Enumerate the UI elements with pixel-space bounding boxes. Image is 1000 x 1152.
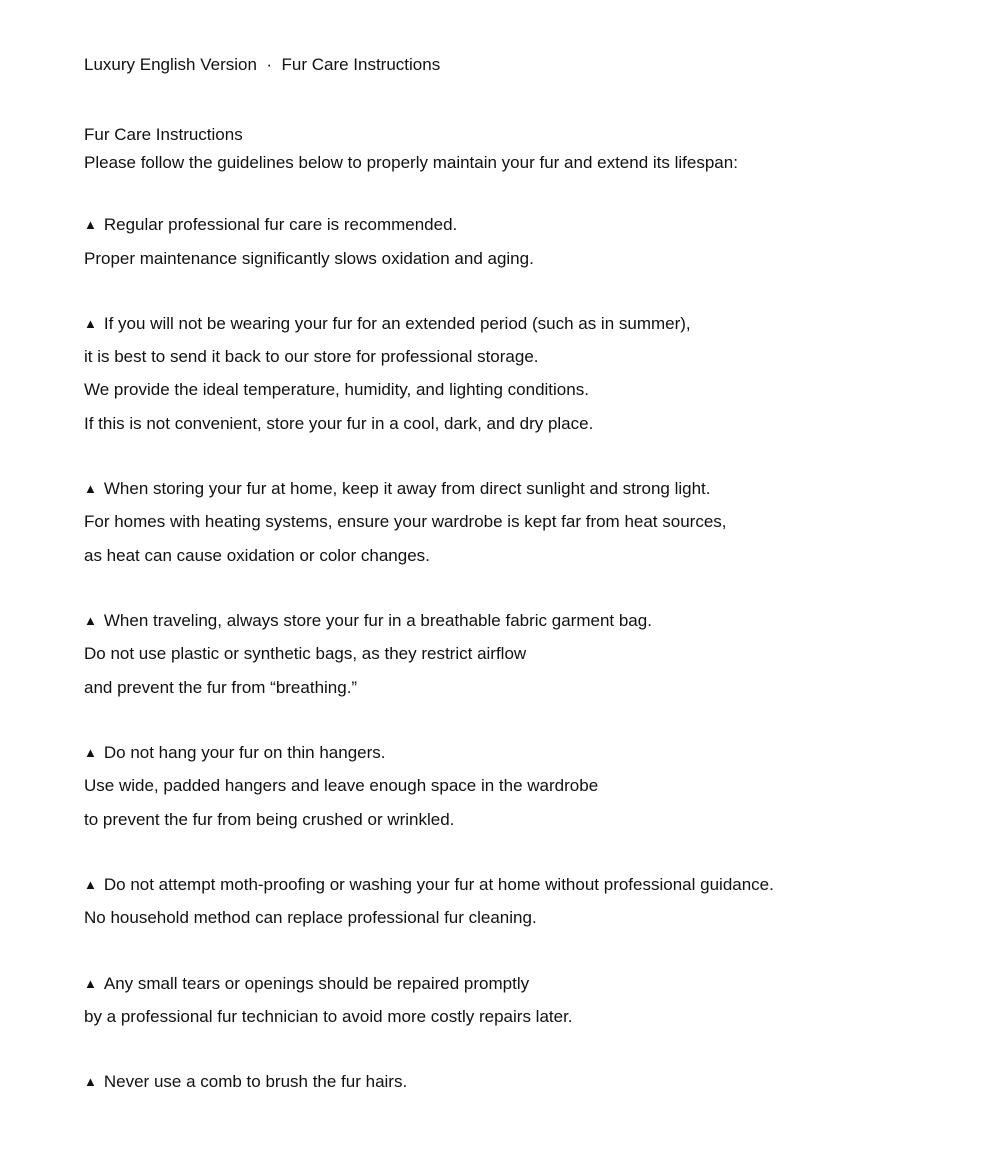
care-instruction-primary-line xyxy=(84,472,916,505)
care-instruction-text: Do not use plastic or synthetic bags, as they restrict airflow xyxy=(84,644,527,664)
care-instruction-text: Never use a comb to brush the fur hairs. xyxy=(103,1072,408,1092)
triangle-bullet-icon: ▲ xyxy=(84,1074,97,1090)
care-instruction-text: to prevent the fur from being crushed or wrinkled. xyxy=(84,809,455,829)
care-instruction-detail-line xyxy=(84,1000,916,1033)
care-instruction-detail-line xyxy=(84,769,916,802)
care-instruction-text: it is best to send it back to our store for professional storage. xyxy=(84,347,539,367)
care-instruction-detail-line xyxy=(84,407,916,440)
care-instruction-primary-line xyxy=(84,208,916,241)
care-instruction-text: Do not attempt moth-proofing or washing your fur at home without professional guidance. xyxy=(103,874,774,894)
care-instruction-text: For homes with heating systems, ensure your wardrobe is kept far from heat sources, xyxy=(84,512,727,532)
care-instruction-item xyxy=(84,868,916,935)
care-instruction-text: Proper maintenance significantly slows oxidation and aging. xyxy=(84,248,534,268)
care-instruction-text: by a professional fur technician to avoid more costly repairs later. xyxy=(84,1006,573,1026)
care-instruction-detail-line xyxy=(84,539,916,572)
care-instruction-primary-line xyxy=(84,1065,916,1098)
triangle-bullet-icon: ▲ xyxy=(84,481,97,497)
care-instruction-item xyxy=(84,208,916,275)
triangle-bullet-icon: ▲ xyxy=(84,315,97,331)
document-intro: Please follow the guidelines below to properly maintain your fur and extend its lifespan: xyxy=(84,152,738,172)
care-instructions-list xyxy=(84,208,916,1098)
care-instruction-primary-line xyxy=(84,868,916,901)
care-instruction-text: When traveling, always store your fur in a breathable fabric garment bag. xyxy=(103,611,652,630)
care-instruction-primary-line xyxy=(84,604,916,637)
care-instruction-detail-line xyxy=(84,242,916,275)
care-instruction-text: as heat can cause oxidation or color changes. xyxy=(84,545,430,565)
care-instruction-text: Any small tears or openings should be repaired promptly xyxy=(103,973,530,993)
triangle-bullet-icon: ▲ xyxy=(84,975,97,991)
care-instruction-text: Use wide, padded hangers and leave enough space in the wardrobe xyxy=(84,776,599,796)
care-instruction-text: No household method can replace professional fur cleaning. xyxy=(84,908,537,928)
care-instruction-text: Regular professional fur care is recommended. xyxy=(103,215,458,235)
care-instruction-item xyxy=(84,307,916,440)
care-instruction-detail-line xyxy=(84,901,916,934)
page-title: Fur Care Instructions xyxy=(84,124,243,144)
care-instruction-text: We provide the ideal temperature, humidity, and lighting conditions. xyxy=(84,380,589,400)
care-instruction-detail-line xyxy=(84,505,916,538)
triangle-bullet-icon: ▲ xyxy=(84,217,97,233)
care-instruction-text: When storing your fur at home, keep it away from direct sunlight and strong light. xyxy=(103,479,711,499)
care-instruction-text: and prevent the fur from “breathing.” xyxy=(84,677,358,697)
care-instruction-primary-line xyxy=(84,736,916,769)
triangle-bullet-icon: ▲ xyxy=(84,876,97,892)
triangle-bullet-icon: ▲ xyxy=(84,613,97,628)
care-instruction-text: If you will not be wearing your fur for an extended period (such as in summer), xyxy=(103,313,691,333)
care-instruction-detail-line xyxy=(84,803,916,836)
care-instruction-detail-line xyxy=(84,373,916,406)
care-instruction-item xyxy=(84,472,916,572)
care-instruction-item xyxy=(84,1065,916,1098)
care-instruction-primary-line xyxy=(84,307,916,340)
care-instruction-item xyxy=(84,604,916,704)
care-instruction-item xyxy=(84,736,916,836)
document-header: Luxury English Version · Fur Care Instructions xyxy=(84,55,441,74)
care-instruction-detail-line xyxy=(84,637,916,670)
care-instruction-text: Do not hang your fur on thin hangers. xyxy=(103,742,386,762)
care-instruction-detail-line xyxy=(84,671,916,704)
triangle-bullet-icon: ▲ xyxy=(84,744,97,760)
care-instruction-primary-line xyxy=(84,967,916,1000)
care-instruction-item xyxy=(84,967,916,1034)
care-instruction-text: If this is not convenient, store your fur in a cool, dark, and dry place. xyxy=(84,413,594,433)
care-instruction-detail-line xyxy=(84,340,916,373)
